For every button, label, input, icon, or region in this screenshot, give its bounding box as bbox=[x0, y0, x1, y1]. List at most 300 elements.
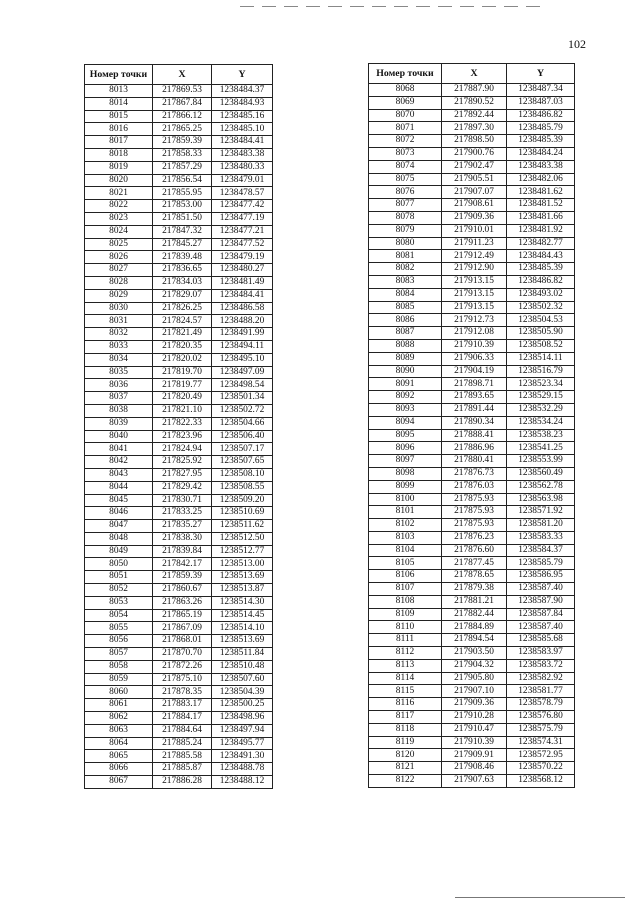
cell-y: 1238488.20 bbox=[212, 315, 273, 328]
cell-y: 1238576.80 bbox=[507, 711, 575, 724]
cell-y: 1238532.29 bbox=[507, 403, 575, 416]
cell-point-number: 8049 bbox=[85, 545, 153, 558]
cell-x: 217839.84 bbox=[153, 545, 212, 558]
cell-y: 1238529.15 bbox=[507, 391, 575, 404]
cell-point-number: 8039 bbox=[85, 417, 153, 430]
header-point-number: Номер точки bbox=[369, 64, 442, 84]
cell-point-number: 8019 bbox=[85, 161, 153, 174]
table-row bbox=[85, 558, 273, 571]
cell-point-number: 8107 bbox=[369, 583, 442, 596]
table-row bbox=[85, 212, 273, 225]
cell-point-number: 8038 bbox=[85, 404, 153, 417]
cell-y: 1238497.09 bbox=[212, 366, 273, 379]
cell-x: 217908.61 bbox=[442, 199, 507, 212]
cell-y: 1238486.82 bbox=[507, 109, 575, 122]
cell-x: 217859.39 bbox=[153, 136, 212, 149]
table-row bbox=[369, 595, 575, 608]
cell-y: 1238583.97 bbox=[507, 647, 575, 660]
cell-point-number: 8075 bbox=[369, 173, 442, 186]
table-row bbox=[369, 698, 575, 711]
cell-x: 217851.50 bbox=[153, 212, 212, 225]
cell-x: 217902.47 bbox=[442, 160, 507, 173]
cell-y: 1238483.38 bbox=[507, 160, 575, 173]
table-row bbox=[85, 315, 273, 328]
cell-y: 1238485.16 bbox=[212, 110, 273, 123]
cell-point-number: 8043 bbox=[85, 468, 153, 481]
table-row bbox=[369, 570, 575, 583]
table-row bbox=[369, 519, 575, 532]
table-row bbox=[369, 250, 575, 263]
cell-y: 1238484.37 bbox=[212, 85, 273, 98]
cell-point-number: 8042 bbox=[85, 456, 153, 469]
cell-x: 217907.10 bbox=[442, 685, 507, 698]
cell-x: 217820.35 bbox=[153, 340, 212, 353]
table-row bbox=[369, 480, 575, 493]
table-row bbox=[85, 532, 273, 545]
cell-x: 217867.09 bbox=[153, 622, 212, 635]
table-row bbox=[369, 122, 575, 135]
cell-point-number: 8080 bbox=[369, 237, 442, 250]
cell-y: 1238479.19 bbox=[212, 251, 273, 264]
cell-point-number: 8087 bbox=[369, 327, 442, 340]
cell-x: 217913.15 bbox=[442, 301, 507, 314]
cell-y: 1238487.03 bbox=[507, 96, 575, 109]
cell-x: 217910.39 bbox=[442, 339, 507, 352]
cell-point-number: 8071 bbox=[369, 122, 442, 135]
table-row bbox=[85, 85, 273, 98]
table-row bbox=[369, 160, 575, 173]
cell-x: 217912.90 bbox=[442, 263, 507, 276]
cell-x: 217878.35 bbox=[153, 686, 212, 699]
cell-y: 1238513.69 bbox=[212, 571, 273, 584]
cell-y: 1238481.49 bbox=[212, 276, 273, 289]
cell-point-number: 8063 bbox=[85, 724, 153, 737]
cell-y: 1238480.33 bbox=[212, 161, 273, 174]
cell-point-number: 8064 bbox=[85, 737, 153, 750]
cell-y: 1238509.20 bbox=[212, 494, 273, 507]
table-row bbox=[85, 776, 273, 789]
cell-x: 217878.65 bbox=[442, 570, 507, 583]
cell-x: 217835.27 bbox=[153, 520, 212, 533]
cell-y: 1238570.22 bbox=[507, 762, 575, 775]
table-row bbox=[369, 711, 575, 724]
table-row bbox=[85, 110, 273, 123]
cell-x: 217904.19 bbox=[442, 365, 507, 378]
cell-point-number: 8048 bbox=[85, 532, 153, 545]
cell-x: 217875.93 bbox=[442, 506, 507, 519]
table-row bbox=[85, 187, 273, 200]
cell-y: 1238480.27 bbox=[212, 264, 273, 277]
cell-x: 217897.30 bbox=[442, 122, 507, 135]
cell-point-number: 8100 bbox=[369, 493, 442, 506]
cell-point-number: 8060 bbox=[85, 686, 153, 699]
table-row bbox=[85, 264, 273, 277]
table-row bbox=[369, 275, 575, 288]
cell-x: 217898.50 bbox=[442, 135, 507, 148]
cell-y: 1238477.19 bbox=[212, 212, 273, 225]
cell-point-number: 8098 bbox=[369, 467, 442, 480]
coordinates-table-left bbox=[84, 64, 273, 789]
cell-point-number: 8081 bbox=[369, 250, 442, 263]
table-row bbox=[369, 634, 575, 647]
table-row bbox=[369, 224, 575, 237]
cell-y: 1238511.62 bbox=[212, 520, 273, 533]
table-row bbox=[369, 173, 575, 186]
cell-point-number: 8056 bbox=[85, 635, 153, 648]
cell-y: 1238587.40 bbox=[507, 621, 575, 634]
cell-point-number: 8120 bbox=[369, 749, 442, 762]
cell-point-number: 8052 bbox=[85, 584, 153, 597]
table-row bbox=[369, 403, 575, 416]
table-row bbox=[369, 621, 575, 634]
cell-x: 217884.17 bbox=[153, 712, 212, 725]
cell-point-number: 8101 bbox=[369, 506, 442, 519]
cell-point-number: 8090 bbox=[369, 365, 442, 378]
cell-x: 217881.21 bbox=[442, 595, 507, 608]
cell-y: 1238505.90 bbox=[507, 327, 575, 340]
cell-y: 1238485.39 bbox=[507, 135, 575, 148]
cell-x: 217880.41 bbox=[442, 455, 507, 468]
cell-point-number: 8024 bbox=[85, 225, 153, 238]
cell-point-number: 8113 bbox=[369, 659, 442, 672]
cell-point-number: 8018 bbox=[85, 148, 153, 161]
table-row bbox=[85, 328, 273, 341]
header-row bbox=[369, 64, 575, 84]
cell-x: 217865.19 bbox=[153, 609, 212, 622]
cell-y: 1238486.82 bbox=[507, 275, 575, 288]
cell-y: 1238513.69 bbox=[212, 635, 273, 648]
cell-x: 217891.44 bbox=[442, 403, 507, 416]
cell-point-number: 8089 bbox=[369, 352, 442, 365]
cell-x: 217879.38 bbox=[442, 583, 507, 596]
table-row bbox=[85, 456, 273, 469]
cell-point-number: 8115 bbox=[369, 685, 442, 698]
table-row bbox=[369, 467, 575, 480]
cell-x: 217886.96 bbox=[442, 442, 507, 455]
cell-point-number: 8103 bbox=[369, 531, 442, 544]
cell-y: 1238504.39 bbox=[212, 686, 273, 699]
cell-y: 1238502.72 bbox=[212, 404, 273, 417]
cell-point-number: 8036 bbox=[85, 379, 153, 392]
cell-point-number: 8035 bbox=[85, 366, 153, 379]
cell-x: 217869.53 bbox=[153, 85, 212, 98]
table-row bbox=[369, 339, 575, 352]
cell-x: 217870.70 bbox=[153, 648, 212, 661]
table-row bbox=[369, 186, 575, 199]
cell-x: 217858.33 bbox=[153, 148, 212, 161]
table-row bbox=[85, 596, 273, 609]
cell-y: 1238482.06 bbox=[507, 173, 575, 186]
cell-x: 217883.17 bbox=[153, 699, 212, 712]
table-row bbox=[369, 314, 575, 327]
cell-point-number: 8065 bbox=[85, 750, 153, 763]
page-number: 102 bbox=[568, 37, 586, 51]
table-row bbox=[85, 750, 273, 763]
cell-point-number: 8102 bbox=[369, 519, 442, 532]
cell-point-number: 8055 bbox=[85, 622, 153, 635]
cell-y: 1238481.52 bbox=[507, 199, 575, 212]
cell-x: 217913.15 bbox=[442, 275, 507, 288]
cell-y: 1238502.32 bbox=[507, 301, 575, 314]
cell-point-number: 8083 bbox=[369, 275, 442, 288]
cell-y: 1238541.25 bbox=[507, 442, 575, 455]
cell-y: 1238487.34 bbox=[507, 84, 575, 97]
cell-x: 217903.50 bbox=[442, 647, 507, 660]
cell-point-number: 8026 bbox=[85, 251, 153, 264]
cell-x: 217892.44 bbox=[442, 109, 507, 122]
cell-x: 217909.91 bbox=[442, 749, 507, 762]
cell-point-number: 8077 bbox=[369, 199, 442, 212]
cell-x: 217876.23 bbox=[442, 531, 507, 544]
cell-point-number: 8122 bbox=[369, 775, 442, 788]
cell-point-number: 8094 bbox=[369, 416, 442, 429]
cell-point-number: 8041 bbox=[85, 443, 153, 456]
table-row bbox=[85, 174, 273, 187]
cell-y: 1238514.10 bbox=[212, 622, 273, 635]
cell-x: 217826.25 bbox=[153, 302, 212, 315]
table-row bbox=[369, 685, 575, 698]
cell-y: 1238572.95 bbox=[507, 749, 575, 762]
cell-y: 1238488.78 bbox=[212, 763, 273, 776]
cell-point-number: 8059 bbox=[85, 673, 153, 686]
cell-point-number: 8047 bbox=[85, 520, 153, 533]
table-row bbox=[85, 136, 273, 149]
cell-point-number: 8114 bbox=[369, 672, 442, 685]
table-row bbox=[85, 609, 273, 622]
cell-y: 1238504.53 bbox=[507, 314, 575, 327]
table-row bbox=[369, 736, 575, 749]
cell-x: 217875.10 bbox=[153, 673, 212, 686]
cell-point-number: 8096 bbox=[369, 442, 442, 455]
cell-x: 217829.07 bbox=[153, 289, 212, 302]
table-row bbox=[85, 161, 273, 174]
cell-point-number: 8119 bbox=[369, 736, 442, 749]
cell-x: 217842.17 bbox=[153, 558, 212, 571]
table-row bbox=[85, 468, 273, 481]
table-row bbox=[85, 520, 273, 533]
cell-point-number: 8074 bbox=[369, 160, 442, 173]
cell-point-number: 8030 bbox=[85, 302, 153, 315]
table-row bbox=[369, 506, 575, 519]
cell-x: 217863.26 bbox=[153, 596, 212, 609]
cell-x: 217909.36 bbox=[442, 698, 507, 711]
cell-point-number: 8021 bbox=[85, 187, 153, 200]
cell-x: 217877.45 bbox=[442, 557, 507, 570]
cell-point-number: 8057 bbox=[85, 648, 153, 661]
cell-y: 1238486.58 bbox=[212, 302, 273, 315]
table-row bbox=[369, 237, 575, 250]
cell-y: 1238478.57 bbox=[212, 187, 273, 200]
cell-y: 1238513.00 bbox=[212, 558, 273, 571]
cell-point-number: 8121 bbox=[369, 762, 442, 775]
cell-x: 217823.96 bbox=[153, 430, 212, 443]
cell-point-number: 8044 bbox=[85, 481, 153, 494]
cell-point-number: 8076 bbox=[369, 186, 442, 199]
cell-y: 1238560.49 bbox=[507, 467, 575, 480]
table-row bbox=[85, 302, 273, 315]
table-row bbox=[369, 135, 575, 148]
cell-x: 217905.80 bbox=[442, 672, 507, 685]
table-row bbox=[85, 379, 273, 392]
cell-x: 217875.93 bbox=[442, 493, 507, 506]
cell-y: 1238587.40 bbox=[507, 583, 575, 596]
cell-point-number: 8117 bbox=[369, 711, 442, 724]
cell-y: 1238584.37 bbox=[507, 544, 575, 557]
cell-x: 217907.63 bbox=[442, 775, 507, 788]
cell-x: 217819.77 bbox=[153, 379, 212, 392]
cell-y: 1238507.65 bbox=[212, 456, 273, 469]
cell-y: 1238510.48 bbox=[212, 660, 273, 673]
cell-y: 1238484.24 bbox=[507, 147, 575, 160]
cell-y: 1238477.42 bbox=[212, 200, 273, 213]
table-row bbox=[85, 699, 273, 712]
cell-point-number: 8062 bbox=[85, 712, 153, 725]
cell-y: 1238481.92 bbox=[507, 224, 575, 237]
cell-x: 217857.29 bbox=[153, 161, 212, 174]
cell-point-number: 8058 bbox=[85, 660, 153, 673]
cell-x: 217882.44 bbox=[442, 608, 507, 621]
cell-y: 1238534.24 bbox=[507, 416, 575, 429]
cell-x: 217908.46 bbox=[442, 762, 507, 775]
cell-x: 217886.28 bbox=[153, 776, 212, 789]
cell-x: 217893.65 bbox=[442, 391, 507, 404]
table-row bbox=[369, 647, 575, 660]
cell-y: 1238563.98 bbox=[507, 493, 575, 506]
cell-point-number: 8070 bbox=[369, 109, 442, 122]
cell-point-number: 8045 bbox=[85, 494, 153, 507]
table-row bbox=[85, 724, 273, 737]
table-row bbox=[369, 544, 575, 557]
cell-y: 1238523.34 bbox=[507, 378, 575, 391]
cell-point-number: 8108 bbox=[369, 595, 442, 608]
header-y: Y bbox=[212, 65, 273, 85]
cell-y: 1238495.77 bbox=[212, 737, 273, 750]
cell-x: 217859.39 bbox=[153, 571, 212, 584]
cell-x: 217910.47 bbox=[442, 723, 507, 736]
table-row bbox=[85, 148, 273, 161]
cell-y: 1238514.45 bbox=[212, 609, 273, 622]
cell-point-number: 8095 bbox=[369, 429, 442, 442]
cell-y: 1238506.40 bbox=[212, 430, 273, 443]
cell-y: 1238512.77 bbox=[212, 545, 273, 558]
cell-point-number: 8050 bbox=[85, 558, 153, 571]
table-row bbox=[85, 238, 273, 251]
table-row bbox=[369, 96, 575, 109]
header-point-number: Номер точки bbox=[85, 65, 153, 85]
table-row bbox=[369, 762, 575, 775]
cell-y: 1238498.54 bbox=[212, 379, 273, 392]
cell-y: 1238495.10 bbox=[212, 353, 273, 366]
cell-x: 217824.57 bbox=[153, 315, 212, 328]
cell-point-number: 8088 bbox=[369, 339, 442, 352]
table-row bbox=[85, 571, 273, 584]
cell-point-number: 8110 bbox=[369, 621, 442, 634]
cell-point-number: 8022 bbox=[85, 200, 153, 213]
cell-x: 217884.64 bbox=[153, 724, 212, 737]
cell-x: 217885.24 bbox=[153, 737, 212, 750]
cell-y: 1238581.77 bbox=[507, 685, 575, 698]
table-row bbox=[369, 775, 575, 788]
table-row bbox=[369, 442, 575, 455]
cell-y: 1238587.84 bbox=[507, 608, 575, 621]
cell-y: 1238484.43 bbox=[507, 250, 575, 263]
cell-x: 217847.32 bbox=[153, 225, 212, 238]
cell-x: 217885.58 bbox=[153, 750, 212, 763]
cell-x: 217906.33 bbox=[442, 352, 507, 365]
table-row bbox=[369, 723, 575, 736]
cell-y: 1238511.84 bbox=[212, 648, 273, 661]
cell-x: 217885.87 bbox=[153, 763, 212, 776]
cell-point-number: 8099 bbox=[369, 480, 442, 493]
cell-x: 217821.49 bbox=[153, 328, 212, 341]
table-row bbox=[85, 404, 273, 417]
cell-point-number: 8106 bbox=[369, 570, 442, 583]
cell-x: 217830.71 bbox=[153, 494, 212, 507]
table-row bbox=[369, 352, 575, 365]
table-row bbox=[369, 211, 575, 224]
cell-x: 217875.93 bbox=[442, 519, 507, 532]
table-row bbox=[369, 608, 575, 621]
cell-point-number: 8033 bbox=[85, 340, 153, 353]
coordinates-table-right bbox=[368, 63, 575, 788]
table-row bbox=[369, 583, 575, 596]
cell-point-number: 8067 bbox=[85, 776, 153, 789]
cell-y: 1238501.34 bbox=[212, 392, 273, 405]
cell-point-number: 8086 bbox=[369, 314, 442, 327]
cell-y: 1238504.66 bbox=[212, 417, 273, 430]
cell-x: 217911.23 bbox=[442, 237, 507, 250]
table-row bbox=[85, 648, 273, 661]
table-row bbox=[85, 251, 273, 264]
table-row bbox=[85, 417, 273, 430]
scan-artifact-bottom bbox=[455, 897, 625, 898]
cell-x: 217876.73 bbox=[442, 467, 507, 480]
table-row bbox=[85, 481, 273, 494]
cell-point-number: 8078 bbox=[369, 211, 442, 224]
cell-y: 1238493.02 bbox=[507, 288, 575, 301]
cell-x: 217898.71 bbox=[442, 378, 507, 391]
cell-x: 217910.28 bbox=[442, 711, 507, 724]
cell-point-number: 8040 bbox=[85, 430, 153, 443]
table-row bbox=[85, 123, 273, 136]
cell-point-number: 8084 bbox=[369, 288, 442, 301]
table-row bbox=[85, 392, 273, 405]
cell-y: 1238583.72 bbox=[507, 659, 575, 672]
table-row bbox=[369, 263, 575, 276]
cell-y: 1238585.68 bbox=[507, 634, 575, 647]
cell-y: 1238508.10 bbox=[212, 468, 273, 481]
cell-y: 1238485.39 bbox=[507, 263, 575, 276]
table-row bbox=[85, 545, 273, 558]
cell-y: 1238507.17 bbox=[212, 443, 273, 456]
cell-x: 217866.12 bbox=[153, 110, 212, 123]
table-row bbox=[369, 109, 575, 122]
cell-x: 217912.49 bbox=[442, 250, 507, 263]
cell-y: 1238538.23 bbox=[507, 429, 575, 442]
cell-point-number: 8054 bbox=[85, 609, 153, 622]
table-row bbox=[369, 378, 575, 391]
cell-point-number: 8015 bbox=[85, 110, 153, 123]
cell-y: 1238516.79 bbox=[507, 365, 575, 378]
table-row bbox=[85, 763, 273, 776]
cell-x: 217876.60 bbox=[442, 544, 507, 557]
cell-x: 217827.95 bbox=[153, 468, 212, 481]
cell-y: 1238581.20 bbox=[507, 519, 575, 532]
cell-x: 217856.54 bbox=[153, 174, 212, 187]
table-row bbox=[369, 557, 575, 570]
table-row bbox=[369, 429, 575, 442]
table-row bbox=[369, 455, 575, 468]
